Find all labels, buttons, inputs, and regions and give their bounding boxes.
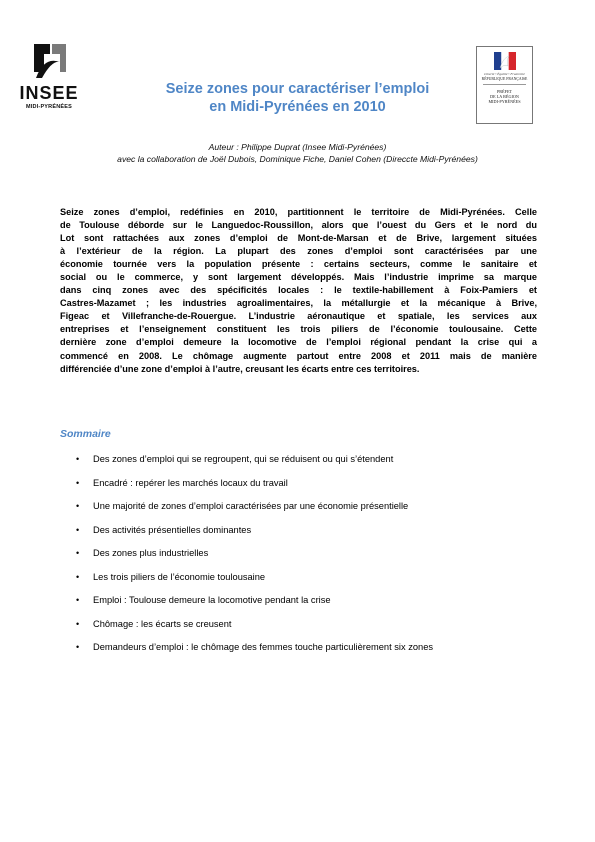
bullet-icon: • bbox=[76, 642, 80, 652]
summary-item-text: Encadré : repérer les marchés locaux du travail bbox=[93, 477, 288, 488]
insee-name: INSEE bbox=[19, 83, 79, 103]
summary-item bbox=[0, 475, 595, 491]
bullet-icon: • bbox=[76, 548, 80, 558]
insee-region: MIDI-PYRÉNÉES bbox=[26, 104, 72, 110]
abstract-line: dans cinq zones avec des spécificités locales : le textile-habillement à Foix-Pamiers et bbox=[60, 285, 537, 296]
abstract-line: dernière zone d’emploi demeure la locomotive de l’emploi régional pendant la crise qui a bbox=[60, 337, 537, 348]
abstract-line: commencé en 2008. Le chômage augmente partout entre 2008 et 2011 mais de manière bbox=[60, 350, 537, 361]
collaborators-line: avec la collaboration de Joël Dubois, Dominique Fiche, Daniel Cohen (Direccte Midi-Pyrénées) bbox=[117, 154, 478, 164]
summary-item bbox=[0, 639, 595, 655]
abstract-line: Lot sont rattachées aux zones d’emploi de Mont-de-Marsan et de Brive, largement situées bbox=[60, 233, 537, 244]
prefecture-motto: Liberté • Égalité • Fraternité bbox=[484, 72, 525, 76]
summary-item bbox=[0, 522, 595, 538]
summary-item-text: Des activités présentielles dominantes bbox=[93, 524, 252, 535]
summary-item bbox=[0, 569, 595, 585]
summary-item bbox=[0, 498, 595, 514]
summary-item bbox=[0, 592, 595, 608]
title-line: en Midi-Pyrénées en 2010 bbox=[209, 99, 386, 115]
marianne-flag-icon bbox=[494, 52, 516, 70]
abstract-line: différenciée d’une zone d’emploi à l’autre, creusant les écarts entre ces territoires. bbox=[60, 363, 420, 374]
bullet-icon: • bbox=[76, 477, 80, 488]
summary-item bbox=[0, 451, 595, 467]
bullet-icon: • bbox=[76, 618, 80, 629]
abstract-line: économie tournée vers la population présente : certains secteurs, comme le sanitaire et bbox=[60, 259, 537, 270]
summary-item bbox=[0, 616, 595, 632]
summary-item-text: Chômage : les écarts se creusent bbox=[93, 618, 232, 629]
bullet-icon: • bbox=[76, 501, 80, 511]
prefecture-line: MIDI-PYRÉNÉES bbox=[488, 99, 521, 104]
bullet-icon: • bbox=[76, 571, 80, 582]
prefecture-line: DE LA RÉGION bbox=[490, 94, 519, 99]
summary-title: Sommaire bbox=[60, 428, 111, 440]
insee-mark-icon bbox=[32, 42, 68, 82]
bullet-icon: • bbox=[76, 595, 80, 605]
prefecture-name bbox=[479, 89, 530, 104]
prefecture-logo bbox=[476, 46, 533, 124]
abstract bbox=[60, 206, 537, 376]
summary-item-text: Des zones d’emploi qui se regroupent, qui se réduisent ou qui s’étendent bbox=[93, 454, 394, 464]
abstract-line: Figeac et Villefranche-de-Rouergue. L’industrie aéronautique et spatiale, les services aux bbox=[60, 311, 537, 322]
abstract-line: entreprises et l’enseignement constituent les trois piliers de l’économie toulousaine. Cette bbox=[60, 324, 537, 335]
bullet-icon: • bbox=[76, 454, 80, 464]
summary-item-text: Les trois piliers de l’économie toulousaine bbox=[93, 571, 266, 582]
summary-item-text: Une majorité de zones d’emploi caractérisées par une économie présentielle bbox=[93, 501, 409, 511]
bullet-icon: • bbox=[76, 524, 80, 535]
abstract-line: Seize zones d’emploi, redéfinies en 2010, partitionnent le territoire de Midi-Pyrénées. Celle bbox=[60, 207, 537, 217]
prefecture-divider bbox=[483, 84, 526, 85]
title-line: Seize zones pour caractériser l’emploi bbox=[165, 81, 430, 97]
insee-logo bbox=[18, 40, 80, 120]
page-title bbox=[120, 80, 475, 116]
summary-item-text: Demandeurs d’emploi : le chômage des femmes touche particulièrement six zones bbox=[93, 642, 434, 652]
abstract-line: Castres-Mazamet ; les industries agroalimentaires, la métallurgie et la mécanique à Brive, bbox=[60, 298, 537, 309]
summary-item bbox=[0, 545, 595, 561]
prefecture-line: PRÉFET bbox=[496, 89, 513, 94]
authors bbox=[60, 141, 535, 165]
prefecture-republic: RÉPUBLIQUE FRANÇAISE bbox=[481, 77, 528, 81]
summary-item-text: Des zones plus industrielles bbox=[93, 548, 209, 558]
author-line: Auteur : Philippe Duprat (Insee Midi-Pyrénées) bbox=[208, 142, 387, 152]
summary-item-text: Emploi : Toulouse demeure la locomotive pendant la crise bbox=[93, 595, 331, 605]
abstract-line: social ou le commerce, y sont largement développés. Mais l’industrie imprime sa marque bbox=[60, 272, 537, 283]
abstract-line: de Toulouse déborde sur le Languedoc-Roussillon, alors que l’ouest du Gers et le nord du bbox=[60, 220, 537, 231]
abstract-line: à l’extérieur de la région. La plupart des zones d’emploi sont caractérisées par une bbox=[60, 246, 537, 257]
